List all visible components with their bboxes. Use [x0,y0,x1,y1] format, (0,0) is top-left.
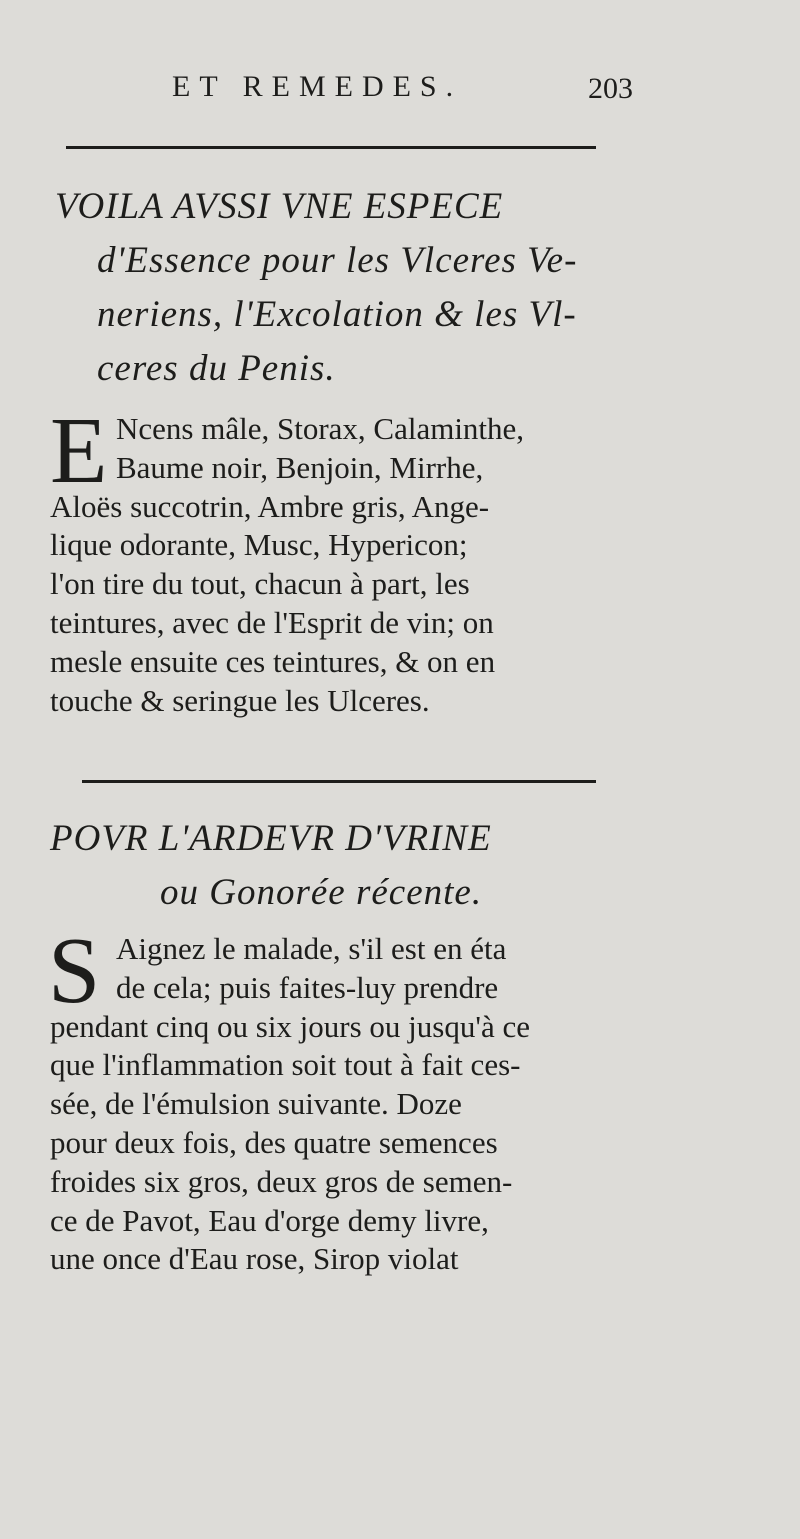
section2-heading [50,812,660,920]
section2-body-line: froides six gros, deux gros de semen- [50,1163,513,1199]
section2-heading-line: POVR L'ARDEVR D'VRINE [50,818,492,859]
section1-heading-line: VOILA AVSSI VNE ESPECE [55,186,504,227]
section2-body-line: de cela; puis faites-luy prendre [116,969,499,1005]
section2-body [50,930,650,1279]
section2-body-line: Aignez le malade, s'il est en éta [116,931,507,966]
section1-body-line: teintures, avec de l'Esprit de vin; on [50,604,494,640]
section1-heading-line: d'Essence pour les Vlceres Ve- [97,240,578,281]
section2-drop-cap: S [48,919,101,1023]
section1-heading-line: ceres du Penis. [97,348,336,389]
section2-body-line: que l'inflammation soit tout à fait ces- [50,1047,521,1083]
section2-body-line: pour deux fois, des quatre semences [50,1124,498,1160]
page-header [0,70,800,110]
section1-body-line: mesle ensuite ces teintures, & on en [50,643,496,679]
section2-body-line: une once d'Eau rose, Sirop violat [50,1241,459,1277]
page-number: 203 [588,72,633,105]
section2-heading-line: ou Gonorée récente. [160,872,483,913]
section2-body-line: pendant cinq ou six jours ou jusqu'à ce [50,1008,530,1044]
section1-drop-cap: E [50,399,108,503]
section1-body [50,410,650,720]
top-rule [66,146,596,149]
section-divider-rule [82,780,596,783]
section2-body-line: ce de Pavot, Eau d'orge demy livre, [50,1202,489,1238]
section1-body-line: l'on tire du tout, chacun à part, les [50,566,470,602]
section1-body-line: lique odorante, Musc, Hypericon; [50,527,468,563]
section2-body-line: sée, de l'émulsion suivante. Doze [50,1086,462,1122]
section1-heading-line: neriens, l'Excolation & les Vl- [97,294,577,335]
section1-body-line: Ncens mâle, Storax, Calaminthe, [116,411,525,446]
section1-body-line: touche & seringue les Ulceres. [50,682,430,718]
section1-heading [55,180,655,396]
running-title: ET REMEDES. [172,70,463,103]
section1-body-line: Aloës succotrin, Ambre gris, Ange- [50,488,490,524]
section1-body-line: Baume noir, Benjoin, Mirrhe, [116,449,484,485]
